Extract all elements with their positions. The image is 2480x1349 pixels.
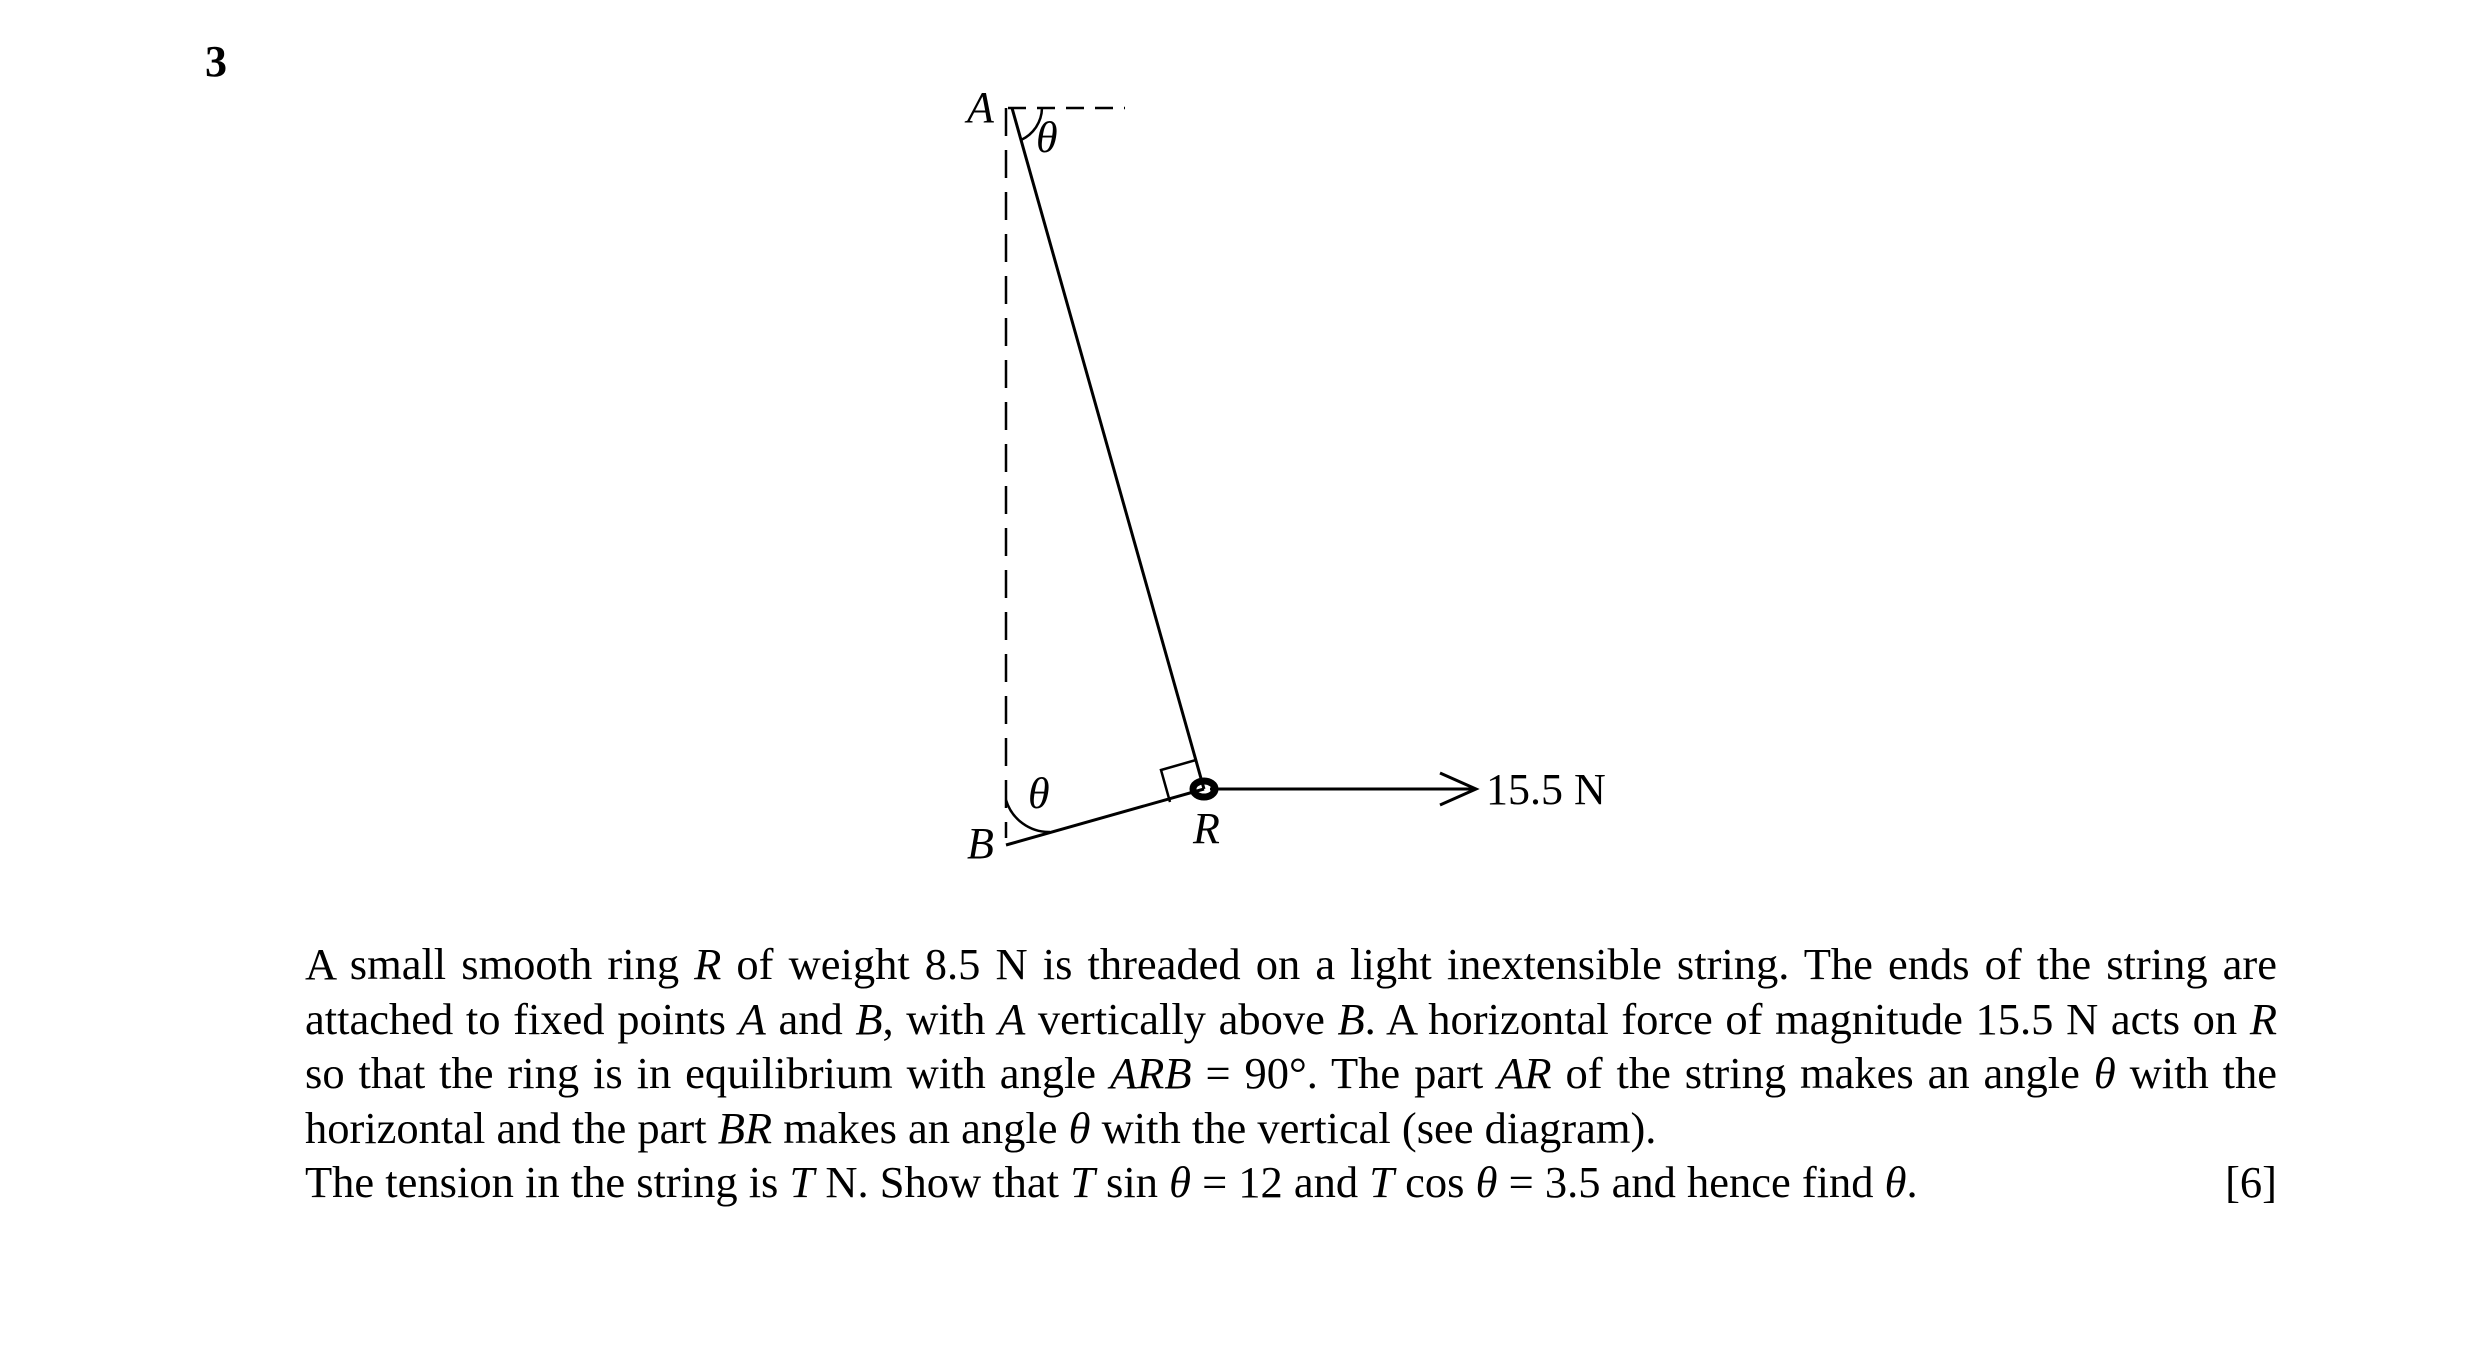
question-paragraph-1: A small smooth ring R of weight 8.5 N is threaded on a light inextensible string. The ends of the string are attached to fixed points A and B, with A vertically above B. A horizontal force of magnitude 15.5 N acts on R so that the ring is in equilibrium with angle ARB = 90°. The part AR of the string makes an angle θ with the horizontal and the part BR makes an angle θ with the vertical (see diagram).	[305, 939, 2277, 1153]
question-paragraph-2: The tension in the string is T N. Show that T sin θ = 12 and T cos θ = 3.5 and hence find θ.	[305, 1157, 1918, 1207]
string-ar	[1012, 108, 1204, 789]
label-angle-a: θ	[1036, 113, 1058, 162]
question-marks: [6]	[2225, 1157, 2277, 1207]
label-point-r: R	[1193, 804, 1220, 853]
question-number: 3	[205, 37, 227, 86]
question-text	[305, 937, 2277, 1210]
label-angle-b: θ	[1028, 769, 1050, 818]
label-point-a: A	[967, 83, 994, 132]
question-last-line	[305, 1155, 2277, 1210]
label-point-b: B	[967, 819, 994, 868]
label-force: 15.5 N	[1486, 765, 1606, 814]
